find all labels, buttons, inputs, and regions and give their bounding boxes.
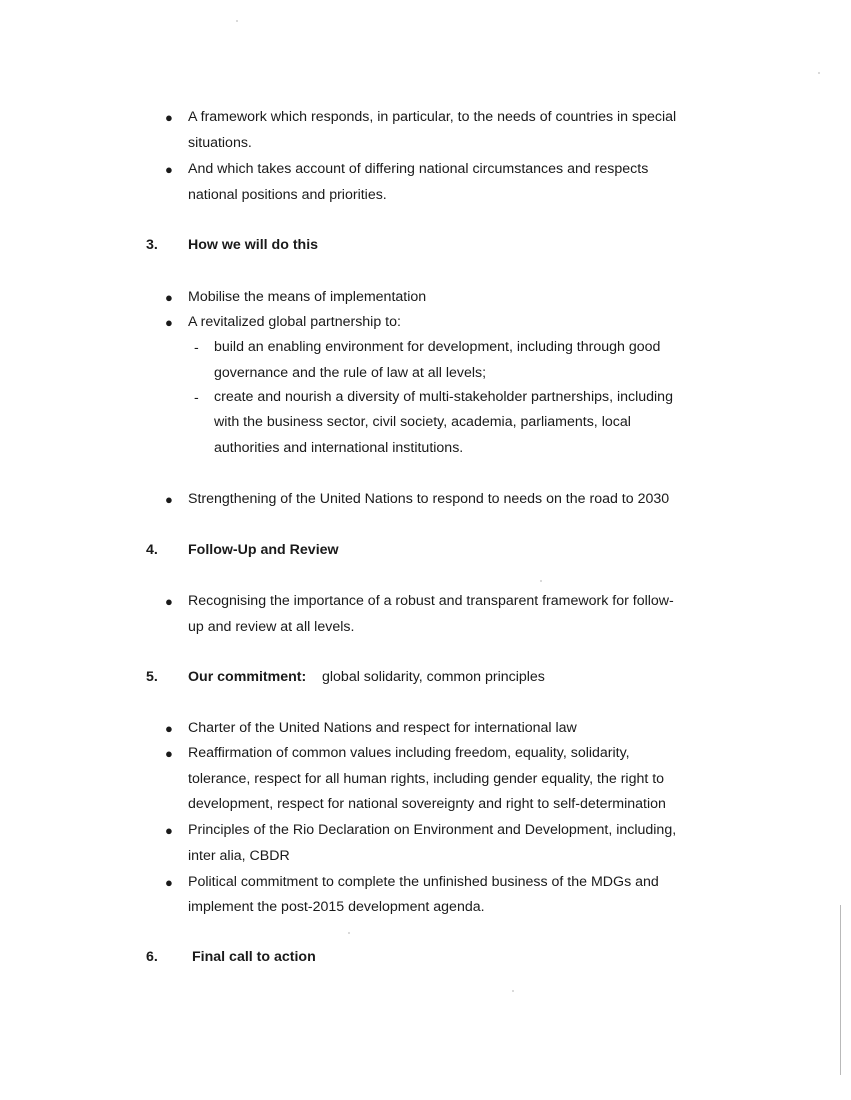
dash-icon: -: [194, 340, 199, 356]
bullet-icon: ●: [165, 721, 173, 736]
section-4-bullet-1-line-2: up and review at all levels.: [188, 619, 355, 635]
section-5-subheading: global solidarity, common principles: [322, 669, 545, 685]
section-5-bullet-2-line-3: development, respect for national sovereignty and right to self-determination: [188, 796, 666, 812]
section-5-bullet-3-line-1: Principles of the Rio Declaration on Environment and Development, including,: [188, 822, 677, 838]
section-6-heading: Final call to action: [192, 949, 316, 965]
bullet-icon: ●: [165, 746, 173, 761]
section-5-number: 5.: [146, 669, 158, 685]
section-6-number: 6.: [146, 949, 158, 965]
section-3-bullet-2: A revitalized global partnership to:: [188, 314, 401, 330]
section-3-dash-1-line-1: build an enabling environment for development, including through good: [214, 339, 661, 355]
intro-bullet-1-line-1: A framework which responds, in particular, to the needs of countries in special: [188, 109, 677, 125]
scan-speck: [540, 580, 542, 582]
section-3-bullet-3: Strengthening of the United Nations to respond to needs on the road to 2030: [188, 491, 670, 507]
intro-bullet-1-line-2: situations.: [188, 135, 252, 151]
section-5-bullet-4-line-2: implement the post-2015 development agenda.: [188, 899, 485, 915]
section-3-dash-1-line-2: governance and the rule of law at all levels;: [214, 365, 487, 381]
section-5-bullet-2-line-2: tolerance, respect for all human rights, including gender equality, the right to: [188, 771, 665, 787]
bullet-icon: ●: [165, 110, 173, 125]
intro-bullet-2-line-2: national positions and priorities.: [188, 187, 387, 203]
bullet-icon: ●: [165, 492, 173, 507]
scan-speck: [236, 20, 238, 22]
bullet-icon: ●: [165, 823, 173, 838]
section-3-number: 3.: [146, 237, 158, 253]
section-5-bullet-2-line-1: Reaffirmation of common values including freedom, equality, solidarity,: [188, 745, 630, 761]
section-3-heading: How we will do this: [188, 237, 319, 253]
section-5-bullet-4-line-1: Political commitment to complete the unfinished business of the MDGs and: [188, 874, 659, 890]
section-3-bullet-1: Mobilise the means of implementation: [188, 289, 427, 305]
bullet-icon: ●: [165, 290, 173, 305]
bullet-icon: ●: [165, 594, 173, 609]
section-4-number: 4.: [146, 542, 158, 558]
bullet-icon: ●: [165, 162, 173, 177]
dash-icon: -: [194, 390, 199, 406]
section-4-heading: Follow-Up and Review: [188, 542, 339, 558]
bullet-icon: ●: [165, 315, 173, 330]
section-5-bullet-3-line-2: inter alia, CBDR: [188, 848, 290, 864]
section-3-dash-2-line-3: authorities and international institutions.: [214, 440, 464, 456]
scan-edge-line: [840, 905, 841, 1075]
intro-bullet-2-line-1: And which takes account of differing national circumstances and respects: [188, 161, 649, 177]
scan-speck: [348, 932, 350, 934]
section-5-heading: Our commitment:: [188, 669, 307, 685]
section-4-bullet-1-line-1: Recognising the importance of a robust and transparent framework for follow-: [188, 593, 674, 609]
scan-speck: [818, 72, 820, 74]
scan-speck: [512, 990, 514, 992]
section-5-bullet-1: Charter of the United Nations and respect for international law: [188, 720, 577, 736]
section-3-dash-2-line-1: create and nourish a diversity of multi-stakeholder partnerships, including: [214, 389, 673, 405]
bullet-icon: ●: [165, 875, 173, 890]
section-3-dash-2-line-2: with the business sector, civil society, academia, parliaments, local: [214, 414, 631, 430]
